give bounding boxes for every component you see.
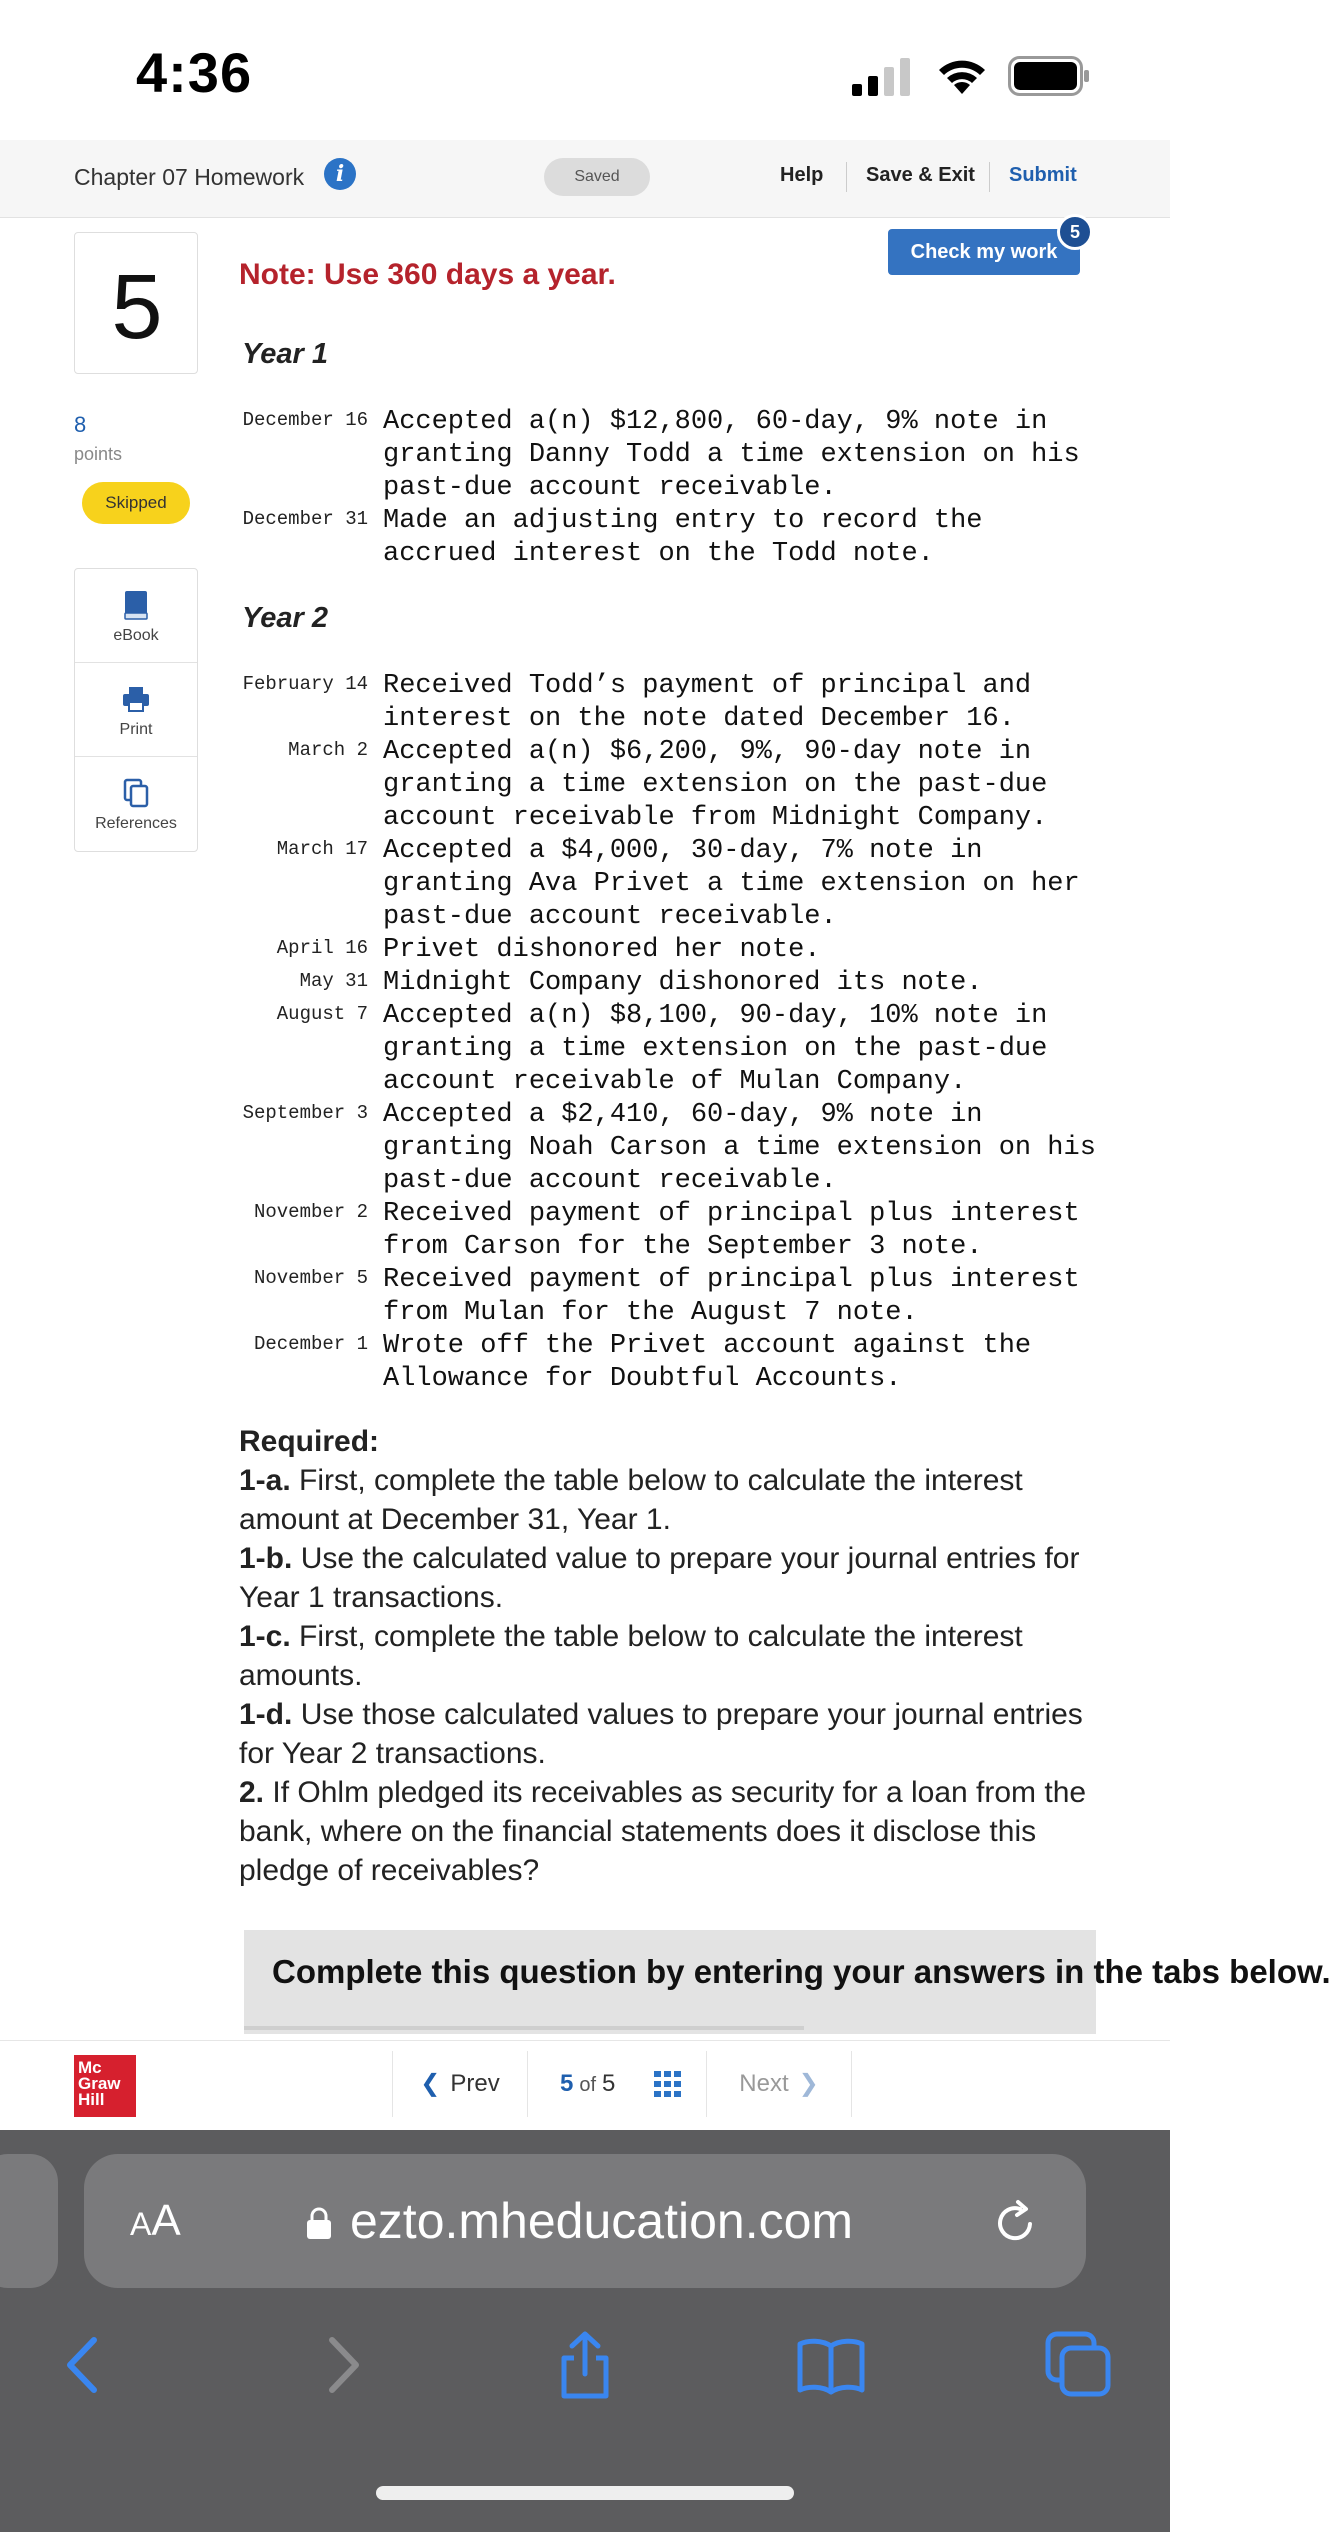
complete-prompt: Complete this question by entering your answers in the tabs below. — [272, 1953, 1331, 1990]
status-time: 4:36 — [136, 41, 253, 104]
assignment-title: Chapter 07 Homework — [74, 164, 305, 190]
note-text: Note: Use 360 days a year. — [239, 258, 616, 291]
transaction-text: Midnight Company dishonored its note. — [383, 968, 983, 998]
answer-tabs-panel — [244, 1930, 1331, 2034]
next-label: Next — [739, 2070, 789, 2097]
requirement-label: 1-d. — [239, 1698, 293, 1731]
transaction-text: Accepted a(n) $8,100, 90-day, 10% note in granting a time extension on the past-due account receivable of Mulan Company. — [383, 1001, 1048, 1097]
reader-settings-button[interactable] — [130, 2196, 181, 2246]
aa-small: A — [130, 2206, 152, 2242]
print-button[interactable] — [75, 663, 197, 757]
saved-status-badge: Saved — [544, 158, 650, 196]
question-number: 5 — [111, 256, 163, 358]
year2-heading: Year 2 — [242, 602, 328, 634]
requirement-item — [239, 1539, 1099, 1617]
prev-label: Prev — [450, 2070, 500, 2097]
transaction-date: March 2 — [288, 739, 368, 761]
back-icon[interactable] — [52, 2330, 122, 2400]
transaction-text: Made an adjusting entry to record the accrued interest on the Todd note. — [383, 506, 983, 569]
points-label: points — [74, 444, 123, 464]
transaction-date: November 5 — [253, 1267, 368, 1289]
mcgraw-hill-logo — [74, 2055, 136, 2117]
reload-icon[interactable] — [990, 2198, 1040, 2248]
divider — [244, 2026, 804, 2030]
tool-label: References — [95, 815, 177, 832]
transaction-date: December 1 — [253, 1333, 368, 1355]
total-pages: 5 — [602, 2070, 616, 2097]
requirement-text: Use the calculated value to prepare your journal entries for Year 1 transactions. — [239, 1542, 1080, 1614]
transaction-text: Received Todd’s payment of principal and interest on the note dated December 16. — [383, 671, 1032, 734]
share-icon[interactable] — [550, 2330, 620, 2400]
references-icon — [120, 777, 152, 809]
transaction-date: March 17 — [276, 838, 368, 860]
requirement-item — [239, 1617, 1099, 1695]
requirements — [239, 1422, 1099, 1890]
current-page: 5 — [560, 2070, 574, 2097]
logo-line: Hill — [78, 2090, 105, 2109]
tool-label: Print — [119, 721, 153, 738]
tools-panel — [74, 568, 198, 852]
bookmarks-icon[interactable] — [796, 2330, 866, 2400]
transaction-text: Received payment of principal plus interest from Carson for the September 3 note. — [383, 1199, 1080, 1262]
transaction-text: Accepted a $4,000, 30-day, 7% note in granting Ava Privet a time extension on her past-due account receivable. — [383, 836, 1080, 932]
home-indicator — [376, 2486, 794, 2500]
requirement-item — [239, 1461, 1099, 1539]
requirement-label: 1-c. — [239, 1620, 291, 1653]
transaction-date: February 14 — [242, 673, 368, 695]
transaction-date: August 7 — [276, 1003, 368, 1025]
transaction-text: Privet dishonored her note. — [383, 935, 821, 965]
check-attempts-badge: 5 — [1057, 214, 1093, 250]
grid-icon[interactable] — [654, 2071, 682, 2097]
points-value: 8 — [74, 412, 87, 437]
requirement-text: If Ohlm pledged its receivables as security for a loan from the bank, where on the financial statements does it disclose this pledge of receivables? — [239, 1776, 1087, 1887]
requirement-text: Use those calculated values to prepare your journal entries for Year 2 transactions. — [239, 1698, 1083, 1770]
browser-toolbar — [0, 2130, 1170, 2532]
logo-line: Mc — [78, 2058, 102, 2077]
references-button[interactable] — [75, 757, 197, 851]
url-text: ezto.mheducation.com — [350, 2193, 854, 2249]
required-heading: Required: — [239, 1425, 380, 1458]
transaction-text: Accepted a(n) $6,200, 9%, 90-day note in granting a time extension on the past-due account receivable from Midnight Company. — [383, 737, 1048, 833]
requirement-item — [239, 1695, 1099, 1773]
question-navigation — [0, 2040, 1170, 2130]
year1-heading: Year 1 — [242, 338, 328, 370]
requirement-text: First, complete the table below to calculate the interest amount at December 31, Year 1. — [239, 1464, 1023, 1536]
help-link[interactable]: Help — [780, 164, 824, 186]
aa-large: A — [151, 2196, 181, 2245]
save-exit-link[interactable]: Save & Exit — [866, 164, 975, 186]
page-indicator[interactable] — [540, 2051, 700, 2117]
of-label: of — [579, 2074, 597, 2096]
logo-line: Graw — [78, 2074, 121, 2093]
forward-icon[interactable] — [306, 2330, 376, 2400]
transaction-date: May 31 — [299, 970, 368, 992]
info-icon[interactable]: i — [324, 158, 356, 190]
transaction-date: April 16 — [276, 937, 368, 959]
chevron-right-icon: ❯ — [798, 2070, 819, 2097]
lock-icon — [306, 2206, 332, 2240]
transaction-date: September 3 — [242, 1102, 368, 1124]
chevron-left-icon: ❮ — [420, 2070, 441, 2097]
transaction-date: November 2 — [253, 1201, 368, 1223]
question-number-box — [74, 232, 198, 374]
requirement-label: 2. — [239, 1776, 265, 1809]
address-bar[interactable] — [84, 2154, 1086, 2288]
prev-button[interactable] — [392, 2051, 528, 2117]
transaction-text: Received payment of principal plus interest from Mulan for the August 7 note. — [383, 1265, 1080, 1328]
tool-label: eBook — [113, 627, 159, 644]
previous-tab-preview[interactable] — [0, 2154, 58, 2288]
book-icon — [120, 589, 152, 621]
requirement-label: 1-b. — [239, 1542, 293, 1575]
next-button[interactable] — [706, 2051, 852, 2117]
transaction-text: Accepted a $2,410, 60-day, 9% note in granting Noah Carson a time extension on his past-due account receivable. — [383, 1100, 1096, 1196]
check-my-work-button[interactable]: Check my work — [888, 229, 1080, 275]
requirement-label: 1-a. — [239, 1464, 291, 1497]
transaction-date: December 16 — [242, 409, 368, 431]
transaction-text: Wrote off the Privet account against the Allowance for Doubtful Accounts. — [383, 1331, 1032, 1394]
transaction-date: December 31 — [242, 508, 368, 530]
status-badge: Skipped — [82, 482, 190, 524]
ebook-button[interactable] — [75, 569, 197, 663]
print-icon — [120, 683, 152, 715]
requirement-text: First, complete the table below to calculate the interest amounts. — [239, 1620, 1023, 1692]
submit-link[interactable]: Submit — [1009, 164, 1077, 186]
requirement-item — [239, 1773, 1099, 1890]
tabs-icon[interactable] — [1044, 2330, 1114, 2400]
transaction-text: Accepted a(n) $12,800, 60-day, 9% note in granting Danny Todd a time extension on his past-due account receivable. — [383, 407, 1080, 503]
